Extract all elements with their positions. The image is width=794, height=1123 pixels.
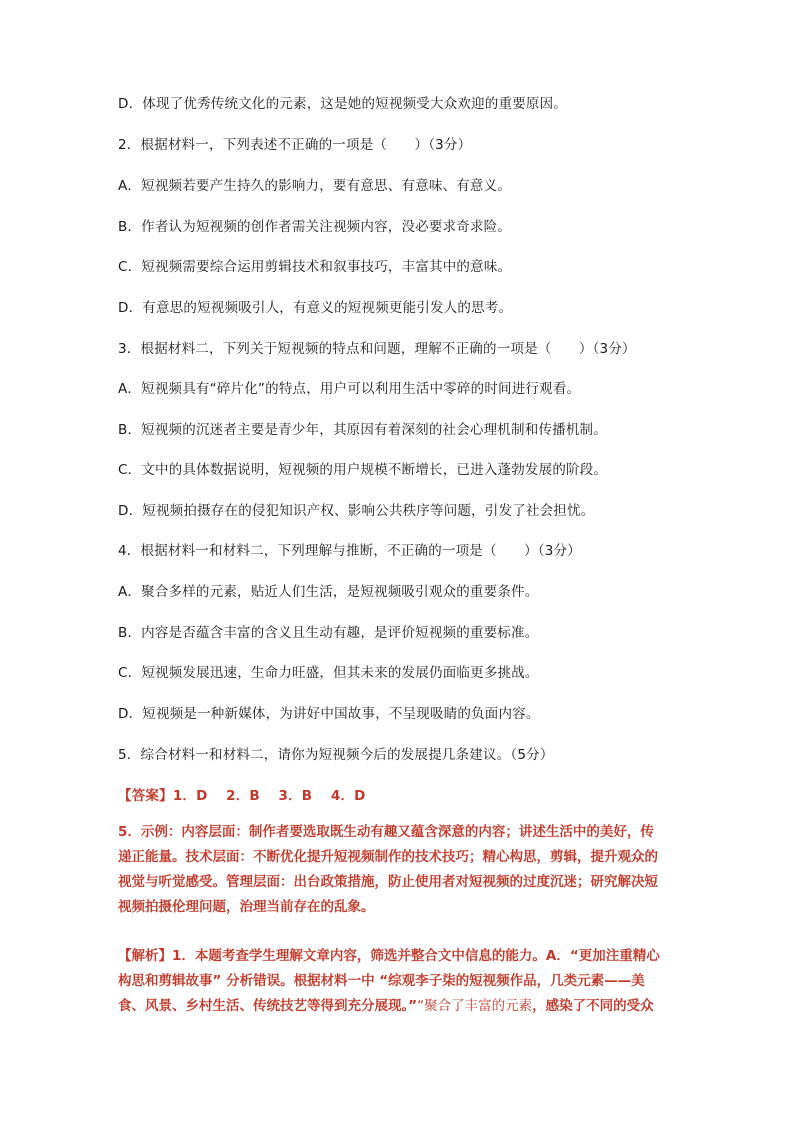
analysis-text-1: 1．本题考查学生理解文章内容，筛选并整合文中信息的能力。A．“更加注重精心	[172, 948, 660, 964]
analysis-quote: “聚合了丰富的元素	[417, 998, 533, 1014]
analysis-line-2: 构思和剪辑故事” 分析错误。根据材料一中 “综观李子柒的短视频作品，几类元素——美	[118, 973, 645, 989]
analysis-line-3	[118, 994, 678, 1019]
q3-stem: 3．根据材料二，下列关于短视频的特点和问题，理解不正确的一项是（ ）（3分）	[118, 341, 636, 357]
q1-option-d: D．体现了优秀传统文化的元素，这是她的短视频受大众欢迎的重要原因。	[118, 96, 567, 112]
q4-option-c: C．短视频发展迅速，生命力旺盛，但其未来的发展仍面临更多挑战。	[118, 665, 539, 681]
answer-q5-line: 递正能量。技术层面：不断优化提升短视频制作的技术技巧；精心构思，剪辑，提升观众的	[118, 849, 658, 865]
q3-option-b: B．短视频的沉迷者主要是青少年，其原因有着深刻的社会心理机制和传播机制。	[118, 422, 607, 438]
answer-q5-block	[118, 820, 678, 920]
q2-option-b: B．作者认为短视频的创作者需关注视频内容，没必要求奇求险。	[118, 219, 512, 235]
q4-stem: 4．根据材料一和材料二，下列理解与推断，不正确的一项是（ ）（3分）	[118, 543, 581, 559]
q3-option-c: C．文中的具体数据说明，短视频的用户规模不断增长，已进入蓬勃发展的阶段。	[118, 462, 608, 478]
answer-q5-line: 5．示例：内容层面：制作者要选取既生动有趣又蕴含深意的内容；讲述生活中的美好，传	[118, 824, 654, 840]
q4-option-b: B．内容是否蕴含丰富的含义且生动有趣，是评价短视频的重要标准。	[118, 625, 539, 641]
analysis-block	[118, 944, 678, 1019]
q4-option-a: A．聚合多样的元素，贴近人们生活，是短视频吸引观众的重要条件。	[118, 584, 539, 600]
answer-choices: 1．D 2．B 3．B 4．D	[172, 788, 366, 804]
analysis-line-1	[118, 944, 678, 969]
answer-line	[118, 786, 678, 806]
q2-option-d: D．有意思的短视频吸引人，有意义的短视频更能引发人的思考。	[118, 300, 513, 316]
q2-stem: 2．根据材料一，下列表述不正确的一项是（ ）（3分）	[118, 137, 472, 153]
q2-option-c: C．短视频需要综合运用剪辑技术和叙事技巧，丰富其中的意味。	[118, 259, 512, 275]
q3-option-d: D．短视频拍摄存在的侵犯知识产权、影响公共秩序等问题，引发了社会担忧。	[118, 503, 595, 519]
answer-label: 【答案】	[118, 788, 173, 804]
q2-option-a: A．短视频若要产生持久的影响力，要有意思、有意味、有意义。	[118, 178, 512, 194]
analysis-tail: ，感染了不同的受众	[532, 998, 654, 1014]
analysis-text-3: 食、风景、乡村生活、传统技艺等得到充分展现。”	[118, 998, 418, 1014]
q5-stem: 5．综合材料一和材料二，请你为短视频今后的发展提几条建议。（5分）	[118, 747, 554, 763]
q4-option-d: D．短视频是一种新媒体，为讲好中国故事，不呈现吸睛的负面内容。	[118, 706, 540, 722]
answer-q5-line: 视频拍摄伦理问题，治理当前存在的乱象。	[118, 899, 375, 915]
q3-option-a: A．短视频具有“碎片化”的特点，用户可以利用生活中零碎的时间进行观看。	[118, 381, 581, 397]
analysis-label: 【解析】	[118, 948, 172, 964]
answer-q5-line: 视觉与听觉感受。管理层面：出台政策措施，防止使用者对短视频的过度沉迷；研究解决短	[118, 874, 658, 890]
